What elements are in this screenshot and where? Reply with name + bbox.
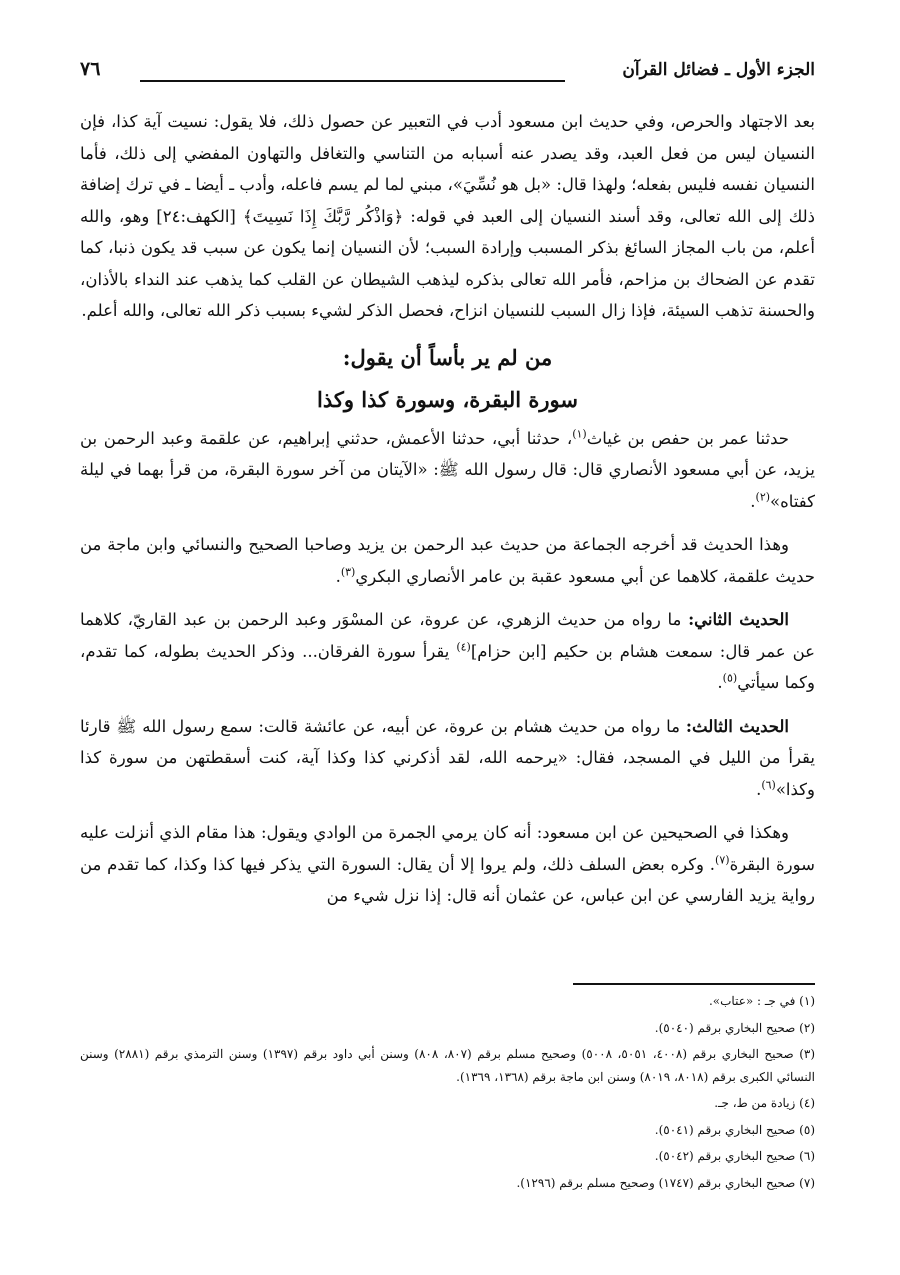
paragraph-1 [80, 106, 815, 327]
header-rule [140, 80, 565, 82]
main-text [80, 106, 815, 924]
paragraph-3 [80, 529, 815, 592]
footnote-rule [573, 983, 815, 985]
footnote-ref-7: (٧) [715, 853, 730, 866]
footnote-ref-1: (١) [572, 427, 587, 440]
footnote-ref-2: (٢) [755, 490, 771, 503]
paragraph-2 [80, 423, 815, 518]
paragraph-5 [80, 711, 815, 806]
footnotes [80, 990, 815, 1198]
paragraph-5-lead: الحديث الثالث: [685, 716, 789, 736]
footnote-6: (٦) صحيح البخاري برقم (٥٠٤٢). [654, 1149, 815, 1163]
footnote-7: (٧) صحيح البخاري برقم (١٧٤٧) وصحيح مسلم برقم (١٢٩٦). [516, 1175, 815, 1190]
paragraph-2-text-c: . [750, 491, 756, 511]
paragraph-4-text: ما رواه من حديث الزهري، عن عروة، عن المسْوَر وعبد الرحمن بن عبد القاريّ، كلاهما عن عمر قال: سمعت هشام بن حكيم [ابن حزام] [80, 610, 815, 661]
section-heading-2: سورة البقرة، وسورة كذا وكذا [317, 386, 578, 412]
footnote-ref-4: (٤) [456, 640, 471, 653]
footnote-3: (٣) صحيح البخاري برقم (٤٠٠٨، ٥٠٥١، ٥٠٠٨) وصحيح مسلم برقم (٨٠٧، ٨٠٨) وسنن أبي داود برقم (١٣٩٧) وسنن الترمذي برقم (٢٨٨١) وسنن النسائي الكبرى برقم (٨٠١٨، ٨٠١٩) وسنن ابن ماجة برقم (١٣٦٨، ١٣٦٩). [80, 1047, 816, 1084]
footnote-ref-5: (٥) [722, 671, 738, 685]
paragraph-5-text: ما رواه من حديث هشام بن عروة، عن أبيه، عن عائشة قالت: سمع رسول الله ﷺ قارئا يقرأ من الليل في المسجد، فقال: «يرحمه الله، لقد أذكرني كذا وكذا آية، كنت أسقطتهن من سورة كذا وكذا» [80, 716, 815, 799]
paragraph-4-text-c: . [717, 673, 723, 692]
page-number: ٧٦ [80, 58, 101, 80]
paragraph-6-text-b: . وكره بعض السلف ذلك، ولم يروا إلا أن يقال: السورة التي يذكر فيها كذا وكذا، كما تقدم من رواية يزيد الفارسي عن ابن عباس، عن عثمان أنه قال: إذا نزل شيء من [80, 854, 815, 905]
paragraph-2-text-b: ، حدثنا أبي، حدثنا الأعمش، حدثني إبراهيم، عن علقمة وعبد الرحمن بن يزيد، عن أبي مسعود الأنصاري قال: قال رسول الله ﷺ: «الآيتان من آخر سورة البقرة، من قرأ بهما في ليلة كفتاه» [80, 428, 815, 511]
paragraph-3-text-b: . [335, 566, 341, 586]
paragraph-1-text: بعد الاجتهاد والحرص، وفي حديث ابن مسعود أدب في التعبير عن حصول ذلك، فلا يقول: نسيت آية كذا، فإن النسيان ليس من فعل العبد، وقد يصدر عنه أسبابه من التناسي والتغافل والتهاون المفضي إلى ذلك، فأما النسيان نفسه فليس بفعله؛ ولهذا قال: «بل هو نُسِّيَ»، مبني لما لم يسم فاعله، وأدب ـ أيضا ـ في ترك إضافة ذلك إلى الله تعالى، وقد أسند النسيان إلى العبد في قوله: ﴿وَاذْكُر رَّبَّكَ إِذَا نَسِيتَ﴾ [الكهف:٢٤] وهو، والله أعلم، من باب المجاز السائغ بذكر المسبب وإرادة السبب؛ لأن النسيان إنما يكون عن سبب قد يكون ذنبا، كما تقدم عن الضحاك بن مزاحم، فأمر الله تعالى بذكره ليذهب الشيطان عن القلب كما يذهب عند النداء بالأذان، والحسنة تذهب السيئة، فإذا زال السبب للنسيان انزاح، فحصل الذكر لشيء بسبب ذكر الله تعالى، والله أعلم. [80, 112, 815, 320]
paragraph-2-text: حدثنا عمر بن حفص بن غياث [586, 428, 789, 448]
paragraph-4 [80, 604, 815, 699]
paragraph-4-lead: الحديث الثاني: [688, 610, 789, 629]
footnote-2: (٢) صحيح البخاري برقم (٥٠٤٠). [654, 1020, 815, 1035]
paragraph-4-text-b: يقرأ سورة الفرقان... وذكر الحديث بطوله، كما تقدم، وكما سيأتي [80, 641, 815, 692]
section-heading-1: من لم ير بأساً أن يقول: [342, 344, 553, 370]
paragraph-3-text: وهذا الحديث قد أخرجه الجماعة من حديث عبد الرحمن بن يزيد وصاحبا الصحيح والنسائي وابن ماجة من حديث علقمة، كلاهما عن أبي مسعود عقبة بن عامر الأنصاري البكري [80, 535, 815, 586]
footnote-5: (٥) صحيح البخاري برقم (٥٠٤١). [654, 1122, 815, 1137]
header-title: الجزء الأول ـ فضائل القرآن [622, 60, 815, 80]
paragraph-5-text-b: . [756, 779, 762, 799]
footnote-1: (١) في جـ : «عتاب». [708, 994, 815, 1008]
paragraph-6 [80, 817, 815, 912]
footnote-ref-6: (٦) [761, 778, 776, 791]
footnote-4: (٤) زيادة من ط، جـ. [714, 1096, 815, 1110]
footnote-ref-3: (٣) [340, 565, 356, 578]
paragraph-6-text: وهكذا في الصحيحين عن ابن مسعود: أنه كان يرمي الجمرة من الوادي ويقول: هذا مقام الذي أنزلت عليه سورة البقرة [80, 823, 815, 874]
running-header [80, 58, 815, 94]
